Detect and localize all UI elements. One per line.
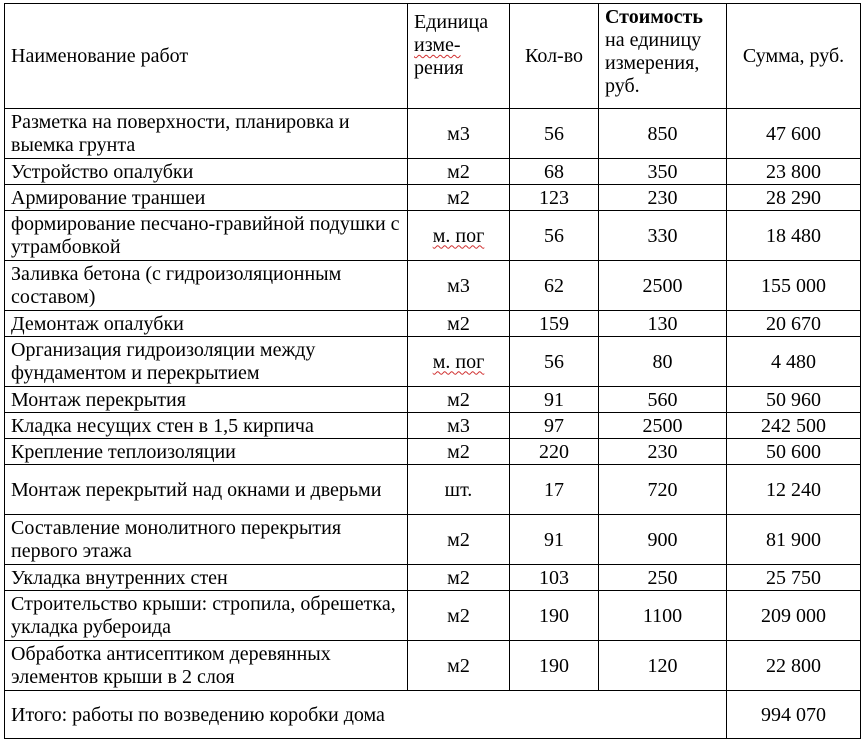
row-qty: 56: [510, 337, 599, 387]
row-price: 2500: [599, 413, 727, 439]
header-sum: Сумма, руб.: [727, 4, 861, 109]
row-name: Устройство опалубки: [5, 159, 408, 185]
row-unit: м2: [408, 641, 510, 691]
row-price: 230: [599, 185, 727, 211]
row-name: формирование песчано-гравийной подушки с утрамбовкой: [5, 211, 408, 261]
row-unit: м3: [408, 109, 510, 159]
row-unit: м. пог: [408, 211, 510, 261]
table-row: [5, 515, 861, 565]
row-qty: 91: [510, 387, 599, 413]
row-name: Монтаж перекрытий над окнами и дверьми: [5, 465, 408, 515]
table-row: [5, 311, 861, 337]
row-qty: 56: [510, 109, 599, 159]
row-unit: м2: [408, 591, 510, 641]
row-price: 720: [599, 465, 727, 515]
row-qty: 91: [510, 515, 599, 565]
table-row: [5, 387, 861, 413]
row-unit: м2: [408, 185, 510, 211]
row-name: Демонтаж опалубки: [5, 311, 408, 337]
row-unit: м2: [408, 311, 510, 337]
row-qty: 190: [510, 641, 599, 691]
row-unit: м2: [408, 387, 510, 413]
row-qty: 123: [510, 185, 599, 211]
row-sum: 18 480: [727, 211, 861, 261]
row-unit: шт.: [408, 465, 510, 515]
row-price: 130: [599, 311, 727, 337]
row-unit: м2: [408, 159, 510, 185]
row-sum: 155 000: [727, 261, 861, 311]
row-price: 2500: [599, 261, 727, 311]
row-qty: 190: [510, 591, 599, 641]
header-unit-hyphenated: изме-: [414, 34, 461, 56]
row-price: 900: [599, 515, 727, 565]
header-row: [5, 4, 861, 109]
header-qty: Кол-во: [510, 4, 599, 109]
table-row: [5, 337, 861, 387]
row-sum: 28 290: [727, 185, 861, 211]
total-sum: 994 070: [727, 691, 861, 739]
row-sum: 20 670: [727, 311, 861, 337]
row-sum: 242 500: [727, 413, 861, 439]
row-sum: 47 600: [727, 109, 861, 159]
row-price: 560: [599, 387, 727, 413]
row-sum: 209 000: [727, 591, 861, 641]
row-name: Укладка внутренних стен: [5, 565, 408, 591]
row-name: Обработка антисептиком деревянных элементов крыши в 2 слоя: [5, 641, 408, 691]
row-price: 120: [599, 641, 727, 691]
row-price: 350: [599, 159, 727, 185]
row-unit: м2: [408, 565, 510, 591]
row-sum: 25 750: [727, 565, 861, 591]
row-sum: 50 600: [727, 439, 861, 465]
cost-estimate-table: [4, 3, 861, 739]
row-price: 250: [599, 565, 727, 591]
row-name: Заливка бетона (с гидроизоляционным составом): [5, 261, 408, 311]
table-row: [5, 591, 861, 641]
row-price: 330: [599, 211, 727, 261]
row-qty: 62: [510, 261, 599, 311]
row-price: 1100: [599, 591, 727, 641]
row-name: Крепление теплоизоляции: [5, 439, 408, 465]
table-row: [5, 159, 861, 185]
row-qty: 159: [510, 311, 599, 337]
table-row: [5, 413, 861, 439]
row-unit: м3: [408, 261, 510, 311]
row-sum: 23 800: [727, 159, 861, 185]
table-row: [5, 641, 861, 691]
row-qty: 56: [510, 211, 599, 261]
row-sum: 12 240: [727, 465, 861, 515]
row-sum: 50 960: [727, 387, 861, 413]
row-price: 80: [599, 337, 727, 387]
row-sum: 22 800: [727, 641, 861, 691]
row-unit: м. пог: [408, 337, 510, 387]
row-name: Разметка на поверхности, планировка и выемка грунта: [5, 109, 408, 159]
row-name: Армирование траншеи: [5, 185, 408, 211]
row-unit: м3: [408, 413, 510, 439]
total-label: Итого: работы по возведению коробки дома: [5, 691, 727, 739]
row-sum: 81 900: [727, 515, 861, 565]
row-sum: 4 480: [727, 337, 861, 387]
header-name: Наименование работ: [5, 4, 408, 109]
row-name: Организация гидроизоляции между фундаментом и перекрытием: [5, 337, 408, 387]
table-row: [5, 465, 861, 515]
row-name: Монтаж перекрытия: [5, 387, 408, 413]
row-name: Строительство крыши: стропила, обрешетка, укладка рубероида: [5, 591, 408, 641]
table-row: [5, 109, 861, 159]
row-unit: м2: [408, 439, 510, 465]
row-qty: 17: [510, 465, 599, 515]
row-qty: 68: [510, 159, 599, 185]
header-price: Стоимость на единицу измерения, руб.: [599, 4, 727, 109]
header-unit: Единица изме- рения: [408, 4, 510, 109]
table-row: [5, 185, 861, 211]
row-name: Составление монолитного перекрытия первого этажа: [5, 515, 408, 565]
row-qty: 103: [510, 565, 599, 591]
table-row: [5, 211, 861, 261]
table-row: [5, 565, 861, 591]
row-price: 850: [599, 109, 727, 159]
row-name: Кладка несущих стен в 1,5 кирпича: [5, 413, 408, 439]
row-qty: 97: [510, 413, 599, 439]
table-row: [5, 261, 861, 311]
total-row: [5, 691, 861, 739]
row-qty: 220: [510, 439, 599, 465]
table-row: [5, 439, 861, 465]
row-price: 230: [599, 439, 727, 465]
row-unit: м2: [408, 515, 510, 565]
